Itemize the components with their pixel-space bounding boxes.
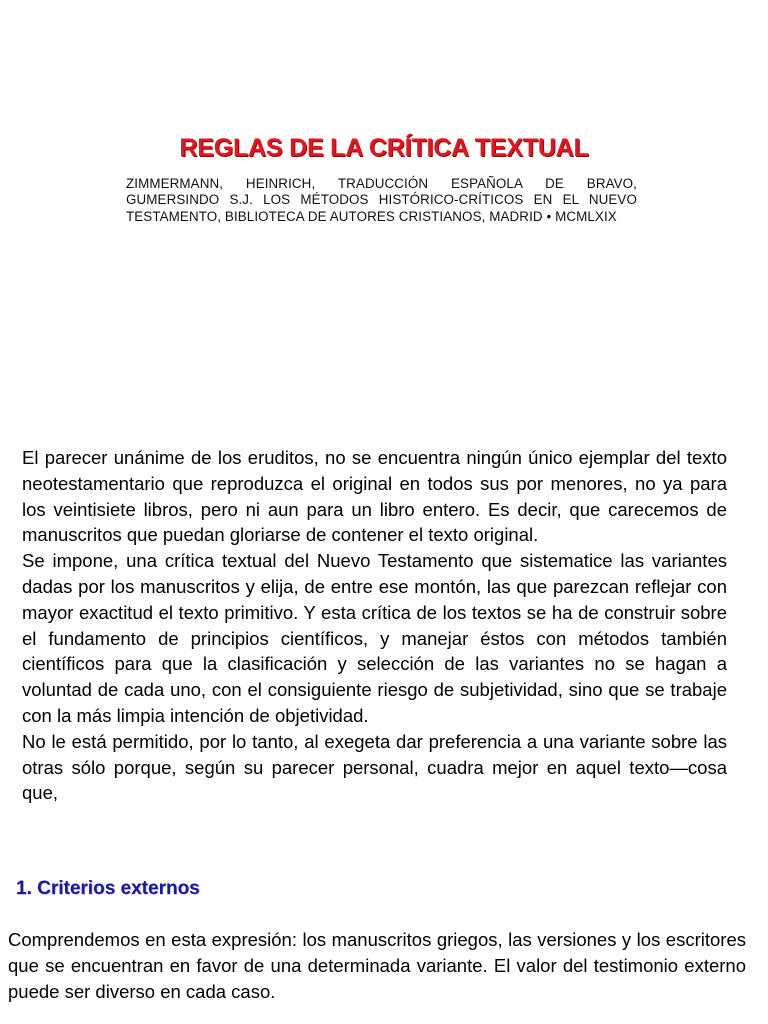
paragraph-1: El parecer unánime de los eruditos, no se encuentra ningún único ejemplar del texto neotestamentario que reproduzca el original en todos sus por menores, no ya para los veintisiete libros, pero ni aun para un libro entero. Es decir, que carecemos de manuscritos que puedan gloriarse de contener el texto original. <box>22 447 727 546</box>
main-body <box>22 445 727 806</box>
section-heading: 1. Criterios externos <box>16 878 200 899</box>
paragraph-3: No le está permitido, por lo tanto, al exegeta dar preferencia a una variante sobre las otras sólo porque, según su parecer personal, cuadra mejor en aquel texto—cosa que, <box>22 730 727 804</box>
paragraph-2: Se impone, una crítica textual del Nuevo Testamento que sistematice las variantes dadas por los manuscritos y elija, de entre ese montón, las que parezcan reflejar con mayor exactitud el texto primitivo. Y esta crítica de los textos se ha de construir sobre el fundamento de principios científicos, y manejar éstos con métodos también científicos para que la clasificación y selección de las variantes no se hagan a voluntad de cada uno, con el consiguiente riesgo de subjetividad, sino que se trabaje con la más limpia intención de objetividad. <box>22 550 727 726</box>
section-paragraph: Comprendemos en esta expresión: los manuscritos griegos, las versiones y los escritores que se encuentran en favor de una determinada variante. El valor del testimonio externo puede ser diverso en cada caso. <box>8 929 746 1002</box>
document-title: REGLAS DE LA CRÍTICA TEXTUAL <box>179 134 589 162</box>
bibliographic-reference: ZIMMERMANN, HEINRICH, TRADUCCIÓN ESPAÑOLA DE BRAVO, GUMERSINDO S.J. LOS MÉTODOS HISTÓRICO-CRÍTICOS EN EL NUEVO TESTAMENTO, BIBLIOTECA DE AUTORES CRISTIANOS, MADRID • MCMLXIX <box>126 176 637 224</box>
